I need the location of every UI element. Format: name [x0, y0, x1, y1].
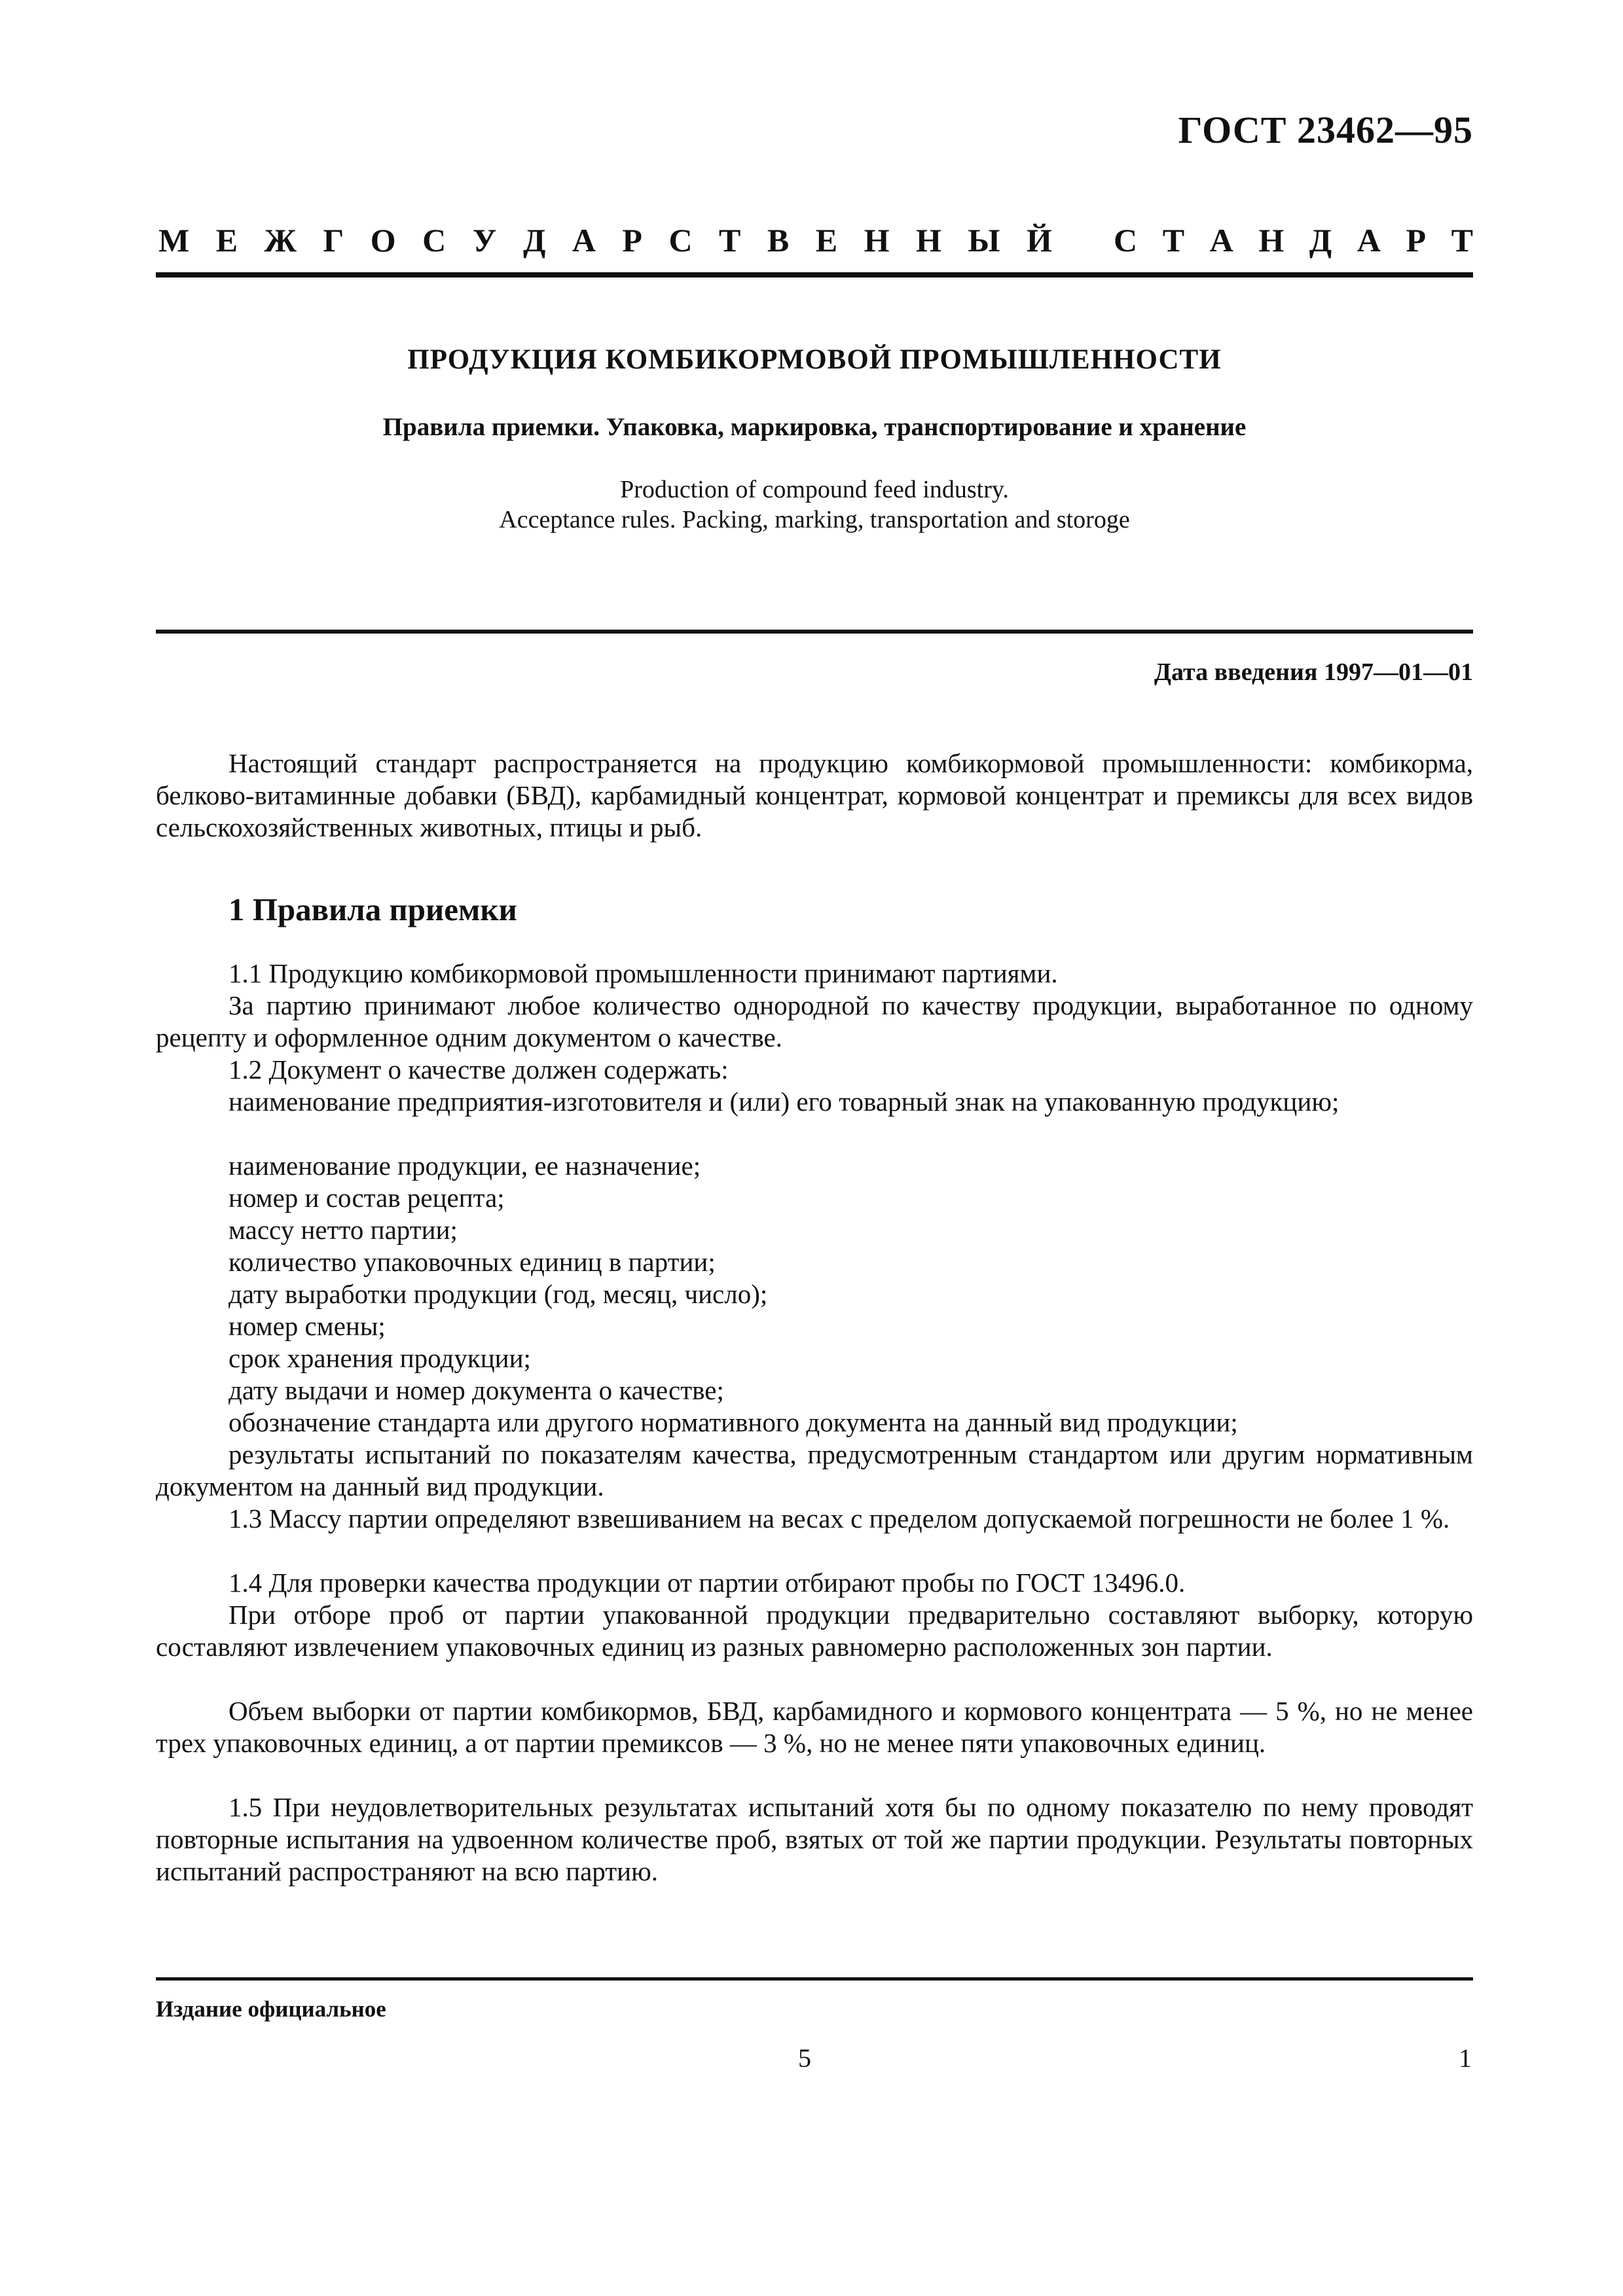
clause-1-4: 1.4 Для проверки качества продукции от партии отбирают пробы по ГОСТ 13496.0. [228, 1568, 1186, 1598]
english-title-line: Production of compound feed industry. [620, 476, 1009, 503]
list-item: результаты испытаний по показателям качества, предусмотренным стандартом или другим нормативным документом на данный вид продукции. [156, 1439, 1473, 1501]
clause-1-1: 1.1 Продукцию комбикормовой промышленности принимают партиями. [228, 958, 1058, 988]
section-heading: 1 Правила приемки [228, 891, 517, 927]
list-item: наименование предприятия-изготовителя и (или) его товарный знак на упакованную продукцию; [228, 1086, 1340, 1117]
document-title: ПРОДУКЦИЯ КОМБИКОРМОВОЙ ПРОМЫШЛЕННОСТИ [407, 344, 1222, 375]
interstate-word: М Е Ж Г О С У Д А Р С Т В Е Н Н Ы Й [158, 222, 1052, 259]
intro-paragraph: Настоящий стандарт распространяется на продукцию комбикормовой промышленности: комбикорма, белково-витаминные добавки (БВД), карбамидный концентрат, кормовой концентрат и премиксы для всех видов сельскохозяйственных животных, птицы и рыб. [156, 748, 1473, 842]
page-number-center: 5 [798, 2043, 811, 2073]
gost-number: ГОСТ 23462—95 [1178, 109, 1473, 151]
list-item: массу нетто партии; [228, 1215, 458, 1245]
list-item: количество упаковочных единиц в партии; [228, 1247, 716, 1277]
english-title-line: Acceptance rules. Packing, marking, transportation and storoge [499, 506, 1130, 533]
clause-1-1-text: За партию принимают любое количество однородной по качеству продукции, выработанное по одному рецепту и оформленное одним документом о качестве. [156, 990, 1473, 1052]
clause-1-4-volume: Объем выборки от партии комбикормов, БВД, карбамидного и кормового концентрата — 5 %, но не менее трех упаковочных единиц, а от партии премиксов — 3 %, но не менее пяти упаковочных единиц. [156, 1696, 1473, 1758]
clause-1-5: 1.5 При неудовлетворительных результатах испытаний хотя бы по одному показателю по нему проводят повторные испытания на удвоенном количестве проб, взятых от той же партии продукции. Результаты повторных испытаний распространяют на всю партию. [156, 1792, 1473, 1886]
english-title [156, 475, 1473, 535]
page-number-right: 1 [1459, 2043, 1472, 2073]
list-item: дату выработки продукции (год, месяц, число); [228, 1279, 768, 1309]
list-item: номер и состав рецепта; [228, 1183, 505, 1213]
footer-rule [156, 1977, 1473, 1981]
interstate-standard-label [158, 221, 1473, 259]
standard-word: С Т А Н Д А Р Т [1114, 222, 1473, 259]
document-subtitle: Правила приемки. Упаковка, маркировка, транспортирование и хранение [382, 413, 1247, 441]
edition-label: Издание официальное [156, 1996, 386, 2022]
header-rule [156, 272, 1473, 278]
list-item: дату выдачи и номер документа о качестве; [228, 1375, 724, 1405]
list-item: обозначение стандарта или другого нормативного документа на данный вид продукции; [228, 1407, 1238, 1437]
clause-1-3: 1.3 Массу партии определяют взвешиванием на весах с пределом допускаемой погрешности не более 1 %. [228, 1503, 1450, 1534]
clause-1-4-sampling: При отборе проб от партии упакованной продукции предварительно составляют выборку, которую составляют извлечением упаковочных единиц из разных равномерно расположенных зон партии. [156, 1600, 1473, 1662]
list-item: срок хранения продукции; [228, 1343, 531, 1373]
list-item: наименование продукции, ее назначение; [228, 1151, 701, 1181]
clause-1-2: 1.2 Документ о качестве должен содержать: [228, 1054, 729, 1085]
date-of-introduction: Дата введения 1997—01—01 [1154, 658, 1473, 686]
title-rule [156, 630, 1473, 634]
list-item: номер смены; [228, 1311, 386, 1341]
